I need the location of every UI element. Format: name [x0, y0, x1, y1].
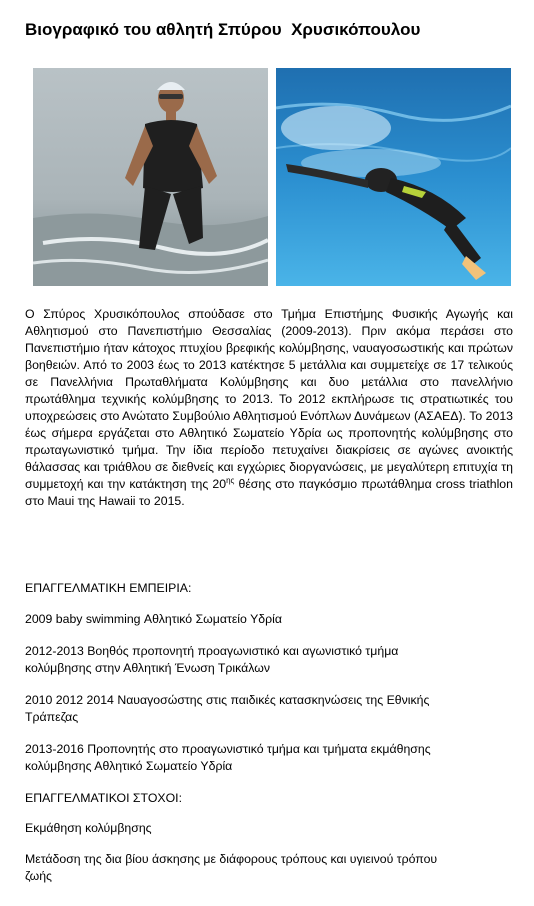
experience-item: 2012-2013 Βοηθός προπονητή προαγωνιστικό και αγωνιστικό τμήμα [25, 644, 399, 658]
goal-item: Εκμάθηση κολύμβησης [25, 821, 152, 835]
experience-item-continued: Τράπεζας [25, 710, 79, 724]
athlete-swimming-photo [276, 68, 511, 286]
goals-heading: ΕΠΑΓΓΕΛΜΑΤΙΚΟΙ ΣΤΟΧΟΙ: [25, 791, 182, 805]
experience-heading: ΕΠΑΓΓΕΛΜΑΤΙΚΗ ΕΜΠΕΙΡΙΑ: [25, 581, 192, 595]
experience-item: 2013-2016 Προπονητής στο προαγωνιστικό τμήμα και τμήματα εκμάθησης [25, 742, 431, 756]
page-title: Βιογραφικό του αθλητή Σπύρου Χρυσικόπουλου [25, 20, 421, 39]
experience-item: 2009 baby swimming Αθλητικό Σωματείο Υδρία [25, 612, 282, 626]
athlete-running-photo [33, 68, 268, 286]
experience-item: 2010 2012 2014 Ναυαγοσώστης στις παιδικές κατασκηνώσεις της Εθνικής [25, 693, 430, 707]
goal-item-continued: ζωής [25, 869, 52, 883]
experience-item-continued: κολύμβησης Αθλητικό Σωματείο Υδρία [25, 759, 233, 773]
experience-item-continued: κολύμβησης στην Αθλητική Ένωση Τρικάλων [25, 661, 270, 675]
bio-paragraph: Ο Σπύρος Χρυσικόπουλος σπούδασε στο Τμήμα Επιστήμης Φυσικής Αγωγής και Αθλητισμού στο Πανεπιστήμιο Θεσσαλίας (2009-2013). Πριν ακόμα περάσει στο Πανεπιστήμιο ήταν κάτοχος πτυχίου βρεφικής κολύμβησης, ναυαγοσωστικής και πρώτων βοηθειών. Από το 2003 έως το 2013 κατέκτησε 5 μετάλλια και συμμετείχε σε 17 τελικούς σε Πανελλήνια Πρωταθλήματα Κολύμβησης και δυο μετάλλια στο πανελλήνιο πρωτάθλημα τεχνικής κολύμβησης το 2013. Το 2012 εκπλήρωσε τις στρατιωτικές του υποχρεώσεις στο Ανώτατο Συμβούλιο Αθλητισμού Ενόπλων Δυνάμεων (ΑΣΑΕΔ). Το 2013 έως σήμερα εργάζεται στο Αθλητικό Σωματείο Υδρία ως προπονητής κολύμβησης στο πρωταγωνιστικό τμήμα. Την ίδια περίοδο πετυχαίνει διακρίσεις σε αγώνες ανοικτής θάλασσας και τριάθλου σε διεθνείς και εγχώριες διοργανώσεις, με μεγαλύτερη επιτυχία τη συμμετοχή και την κατάκτηση της $20^{\eta\varsigma}$ θέσης στο παγκόσμιο πρωτάθλημα cross triathlon στο Maui της Hawaii το 2015. [25, 307, 513, 508]
goal-item: Μετάδοση της δια βίου άσκησης με διάφορους τρόπους και υγιεινού τρόπου [25, 852, 438, 866]
